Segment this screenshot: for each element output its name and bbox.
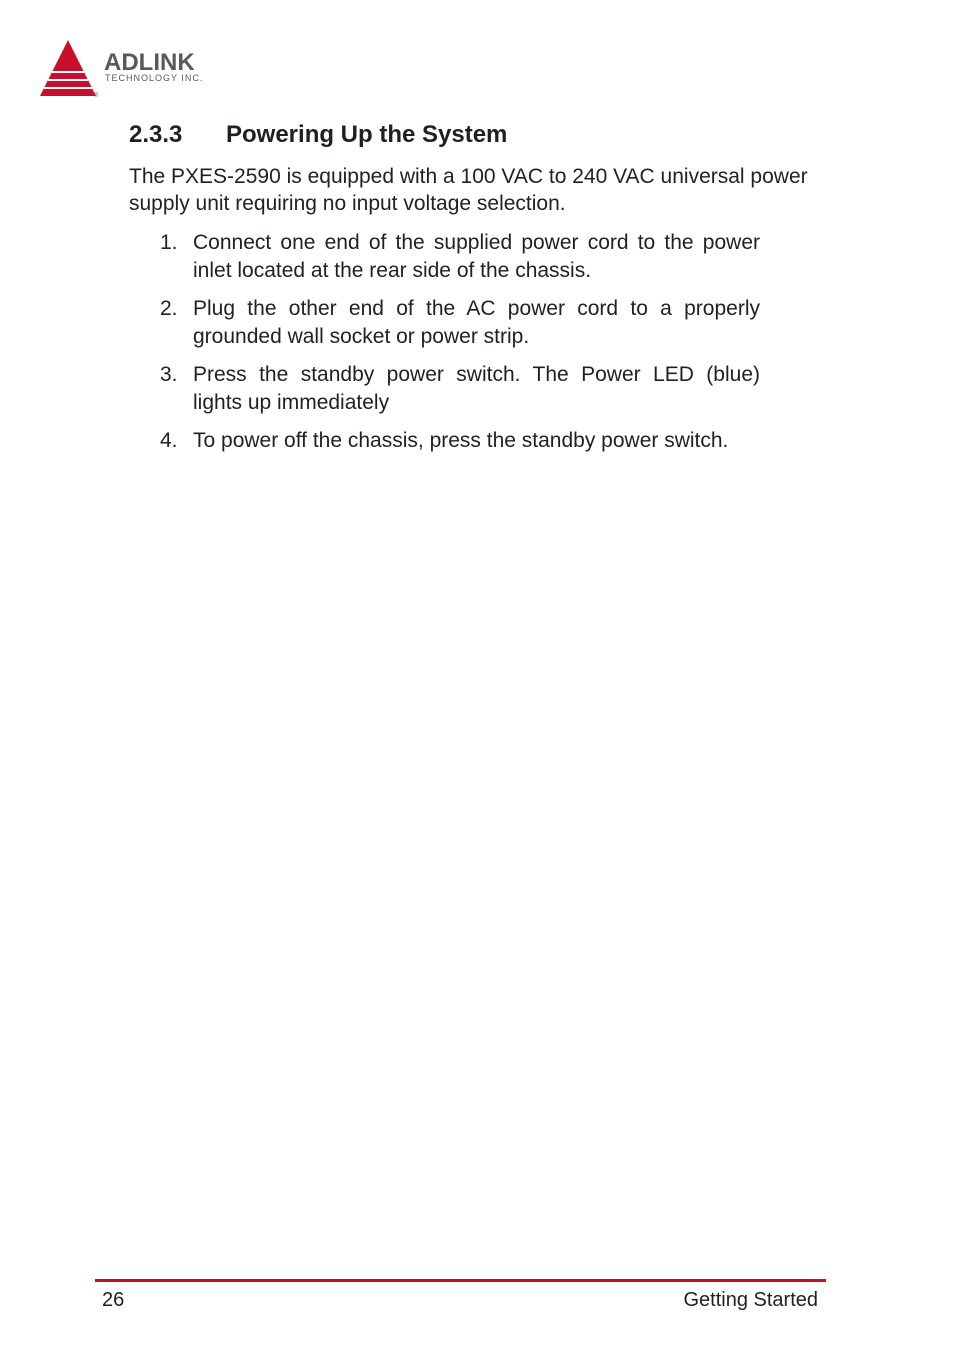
intro-paragraph: The PXES-2590 is equipped with a 100 VAC to 240 VAC universal power supply unit requiring no input voltage selection.	[129, 165, 808, 215]
list-item	[160, 295, 760, 351]
registered-mark: ®	[94, 93, 99, 99]
list-item	[160, 427, 760, 455]
section-number: 2.3.3	[129, 121, 183, 148]
step-text: To power off the chassis, press the standby power switch.	[193, 429, 729, 452]
step-number: 4.	[160, 429, 178, 452]
step-text: Connect one end of the supplied power cord to the power inlet located at the rear side of the chassis.	[193, 231, 760, 282]
footer-chapter-title: Getting Started	[683, 1289, 818, 1311]
step-number: 1.	[160, 231, 178, 254]
section-title: Powering Up the System	[226, 121, 508, 148]
steps-list	[160, 229, 760, 465]
list-item	[160, 361, 760, 417]
logo-subtitle: TECHNOLOGY INC.	[105, 73, 204, 83]
list-item	[160, 229, 760, 285]
page-number: 26	[102, 1289, 125, 1311]
step-number: 3.	[160, 363, 178, 386]
logo-name: ADLINK	[104, 49, 195, 76]
adlink-logo	[38, 38, 238, 100]
footer-divider	[95, 1279, 826, 1282]
step-number: 2.	[160, 297, 178, 320]
section-heading	[129, 121, 507, 149]
adlink-logo-icon	[38, 38, 238, 100]
step-text: Plug the other end of the AC power cord to a properly grounded wall socket or power strip.	[193, 297, 760, 348]
step-text: Press the standby power switch. The Power LED (blue) lights up immediately	[193, 363, 760, 414]
